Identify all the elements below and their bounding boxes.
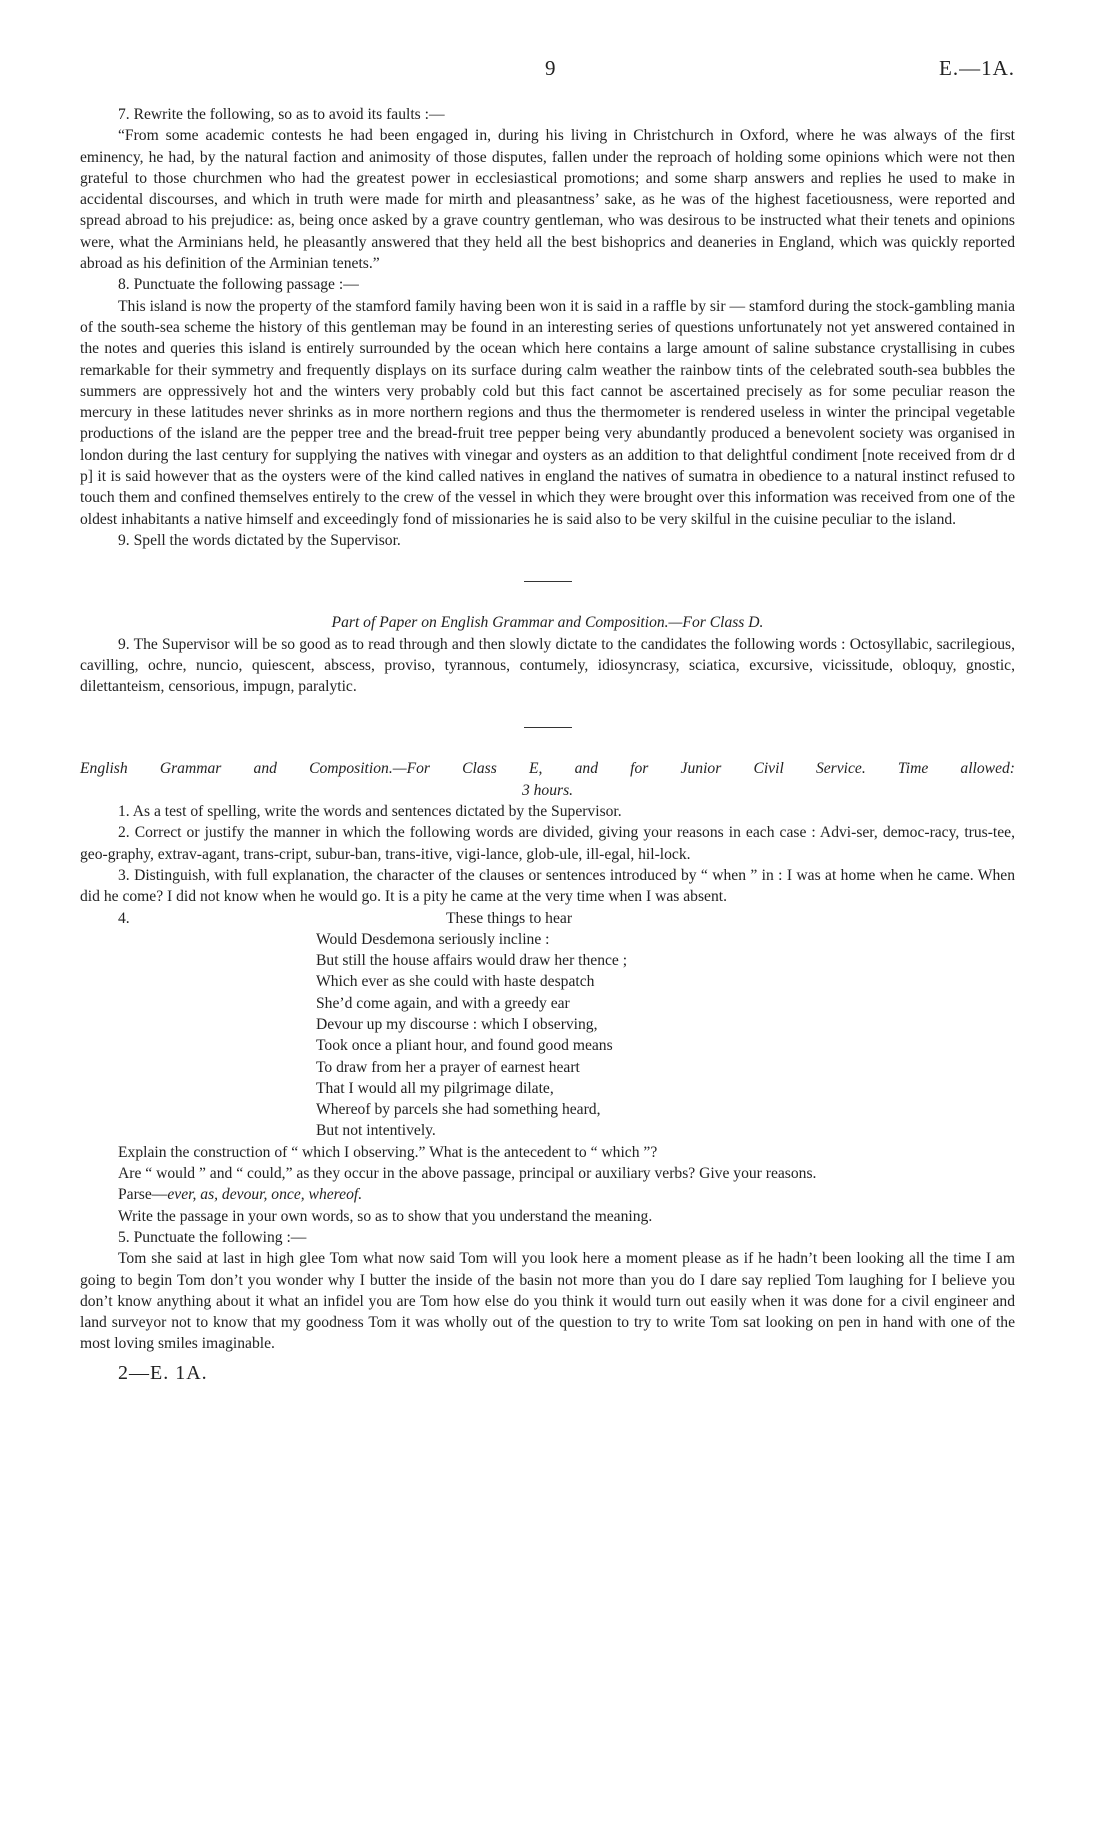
- question-8-passage: This island is now the property of the stamford family having been won it is said in a raffle by sir — stamford during the stock-gambling mania of the south-sea scheme the history of this gentleman may be found in an interesting series of questions unfortunately not yet answered contained in the notes and queries this island is entirely surrounded by the ocean which here contains a large amount of saline substance crystallising in cubes remarkable for their symmetry and frequently displays on its surface during calm weather the rainbow tints of the celebrated south-sea bubbles the summers are oppressively hot and the winters very probably cold but this fact cannot be ascertained precisely as for some peculiar reason the mercury in these latitudes never shrinks as in more northern regions and thus the thermometer is rendered useless in winter the principal vegetable productions of the island are the pepper tree and the bread-fruit tree pepper being very abundantly produced a benevolent society was organised in london during the last century for supplying the natives with vinegar and oysters as an addition to that delightful condiment [note received from dr d p] it is said however that as the oysters were of the kind called natives in england the natives of sumatra in obedience to a natural instinct refused to touch them and confined themselves entirely to the crew of the vessel in which they were brought over this information was received from one of the oldest inhabitants a native himself and exceedingly fond of missionaries he is said also to be very skilful in the cuisine peculiar to the island.: [80, 297, 1015, 528]
- parse-words: ever, as, devour, once, whereof.: [167, 1186, 363, 1204]
- question-7-intro: 7. Rewrite the following, so as to avoid its faults :—: [118, 106, 445, 123]
- page-content: [80, 104, 1015, 1384]
- page-header: [80, 56, 1015, 88]
- poem-line: But still the house affairs would draw her thence ;: [316, 952, 628, 970]
- signature-mark: 2—E. 1A.: [118, 1361, 208, 1384]
- class-d-question: 9. The Supervisor will be so good as to read through and then slowly dictate to the candidates the following words : Octosyllabic, sacrilegious, cavilling, ochre, nuncio, quiescent, abscess, proviso, tyrannous, contumely, idiosyncrasy, sciatica, excursive, vicissitude, obloquy, gnostic, dilettanteism, censorious, impugn, paralytic.: [80, 635, 1015, 696]
- class-e-question-1: 1. As a test of spelling, write the words and sentences dictated by the Supervisor.: [118, 803, 622, 821]
- poem-line: But not intentively.: [316, 1122, 436, 1140]
- poem-line: To draw from her a prayer of earnest heart: [316, 1058, 580, 1076]
- class-e-question-2: 2. Correct or justify the manner in which the following words are divided, giving your reasons in each case : Advi-ser, democ-racy, trus-tee, geo-graphy, extrav-agant, trans-cript, subur-ban, trans-itive, vigi-lance, glob-ule, ill-egal, hil-lock.: [80, 824, 1015, 863]
- class-e-heading-time: 3 hours.: [521, 781, 574, 799]
- poem-block: [118, 908, 1015, 1142]
- class-e-question-4-parse: [80, 1184, 1015, 1205]
- section-divider: [524, 727, 572, 728]
- poem-line: She’d come again, and with a greedy ear: [316, 994, 570, 1012]
- class-d-heading: Part of Paper on English Grammar and Composition.—For Class D.: [331, 614, 764, 632]
- poem-line: These things to hear: [446, 909, 573, 927]
- class-e-heading: English Grammar and Composition.—For Class E, and for Junior Civil Service. Time allowed:: [80, 760, 1015, 778]
- question-7-passage: “From some academic contests he had been engaged in, during his living in Christchurch in Oxford, where he was always of the first eminency, he had, by the natural faction and animosity of those disputes, fallen under the reproach of holding some opinions which were not then grateful to those churchmen who had the greatest power in ecclesiastical promotions; and some sharp answers and replies he used to make in accidental discourses, and which in truth were made for mirth and pleasantness’ sake, as he was of the highest facetiousness, were reported and spread abroad to his prejudice: as, being once asked by a grave country gentleman, who was desirous to be instructed what their tenets and opinions were, what the Arminians held, he pleasantly answered that they held all the best bishoprics and deaneries in England, which was quickly reported abroad as his definition of the Arminian tenets.”: [80, 127, 1015, 273]
- class-e-question-4-write: Write the passage in your own words, so as to show that you understand the meaning.: [118, 1207, 653, 1225]
- document-code: E.—1A.: [939, 56, 1015, 80]
- question-9: 9. Spell the words dictated by the Supervisor.: [118, 531, 401, 549]
- poem-line: Whereof by parcels she had something heard,: [316, 1101, 601, 1119]
- class-e-question-4-explain: Explain the construction of “ which I observing.” What is the antecedent to “ which ”?: [118, 1143, 658, 1161]
- document-page: [80, 56, 1015, 1384]
- class-e-question-4-number: 4.: [118, 909, 130, 927]
- question-8-intro: 8. Punctuate the following passage :—: [118, 276, 359, 294]
- class-e-question-5-passage: Tom she said at last in high glee Tom what now said Tom will you look here a moment please as if he hadn’t been looking all the time I am going to begin Tom don’t you wonder why I butter the inside of the basin not more than you do I dare say replied Tom laughing for I believe you don’t know anything about it what an infidel you are Tom how else do you think it would turn out easily when it was done for a civil engineer and land surveyor not to know that my goodness Tom it was wholly out of the question to try to write Tom sat looking on pen in hand with one of the most loving smiles imaginable.: [80, 1250, 1015, 1353]
- class-e-question-5-intro: 5. Punctuate the following :—: [118, 1228, 307, 1246]
- class-e-question-3: 3. Distinguish, with full explanation, the character of the clauses or sentences introduced by “ when ” in : I was at home when he came. When did he come? I did not know when he would go. It is a pity he came at the very time when I was absent.: [80, 866, 1015, 906]
- poem-line: Would Desdemona seriously incline :: [316, 930, 550, 948]
- class-e-question-4-verbs: Are “ would ” and “ could,” as they occur in the above passage, principal or auxiliary verbs? Give your reasons.: [118, 1165, 817, 1183]
- parse-label: Parse—: [118, 1186, 168, 1204]
- poem-line: Devour up my discourse : which I observing,: [316, 1015, 598, 1033]
- poem-line: Which ever as she could with haste despatch: [316, 973, 595, 991]
- section-divider: [524, 581, 572, 582]
- poem-line: Took once a pliant hour, and found good means: [316, 1037, 613, 1055]
- page-number: 9: [545, 56, 556, 80]
- poem-line: That I would all my pilgrimage dilate,: [316, 1079, 554, 1097]
